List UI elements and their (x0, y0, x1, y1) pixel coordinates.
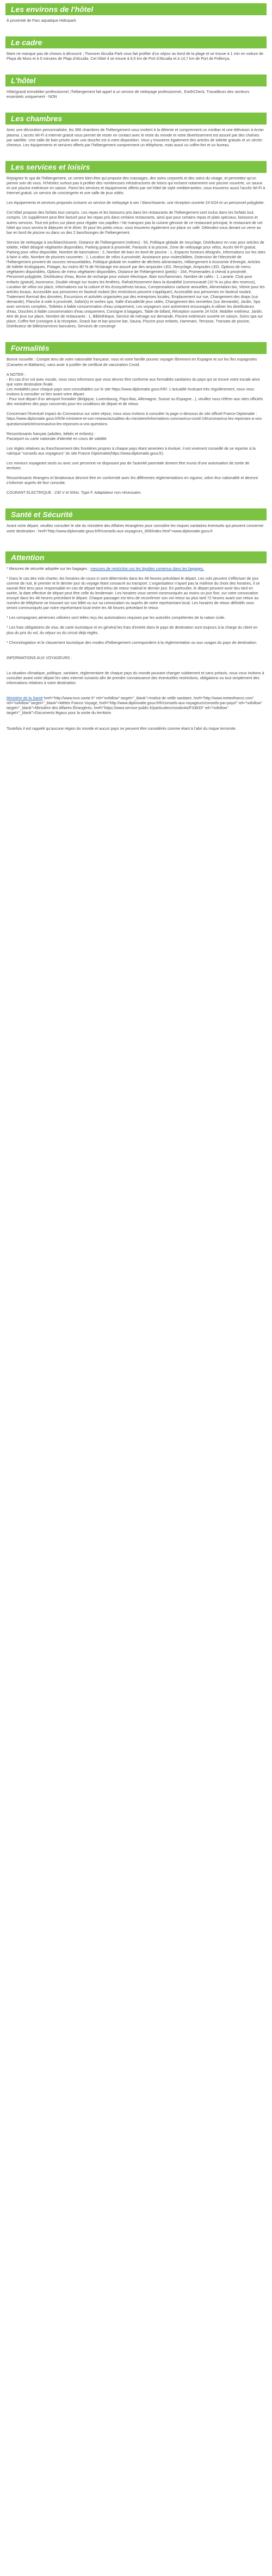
section-chambres (5, 113, 267, 147)
health-ministry-link[interactable]: Ministère de la Santé (7, 696, 43, 701)
section-title-cadre: Le cadre (5, 36, 267, 48)
section-title-formalites: Formalités (5, 342, 267, 354)
section-environs (5, 3, 267, 23)
section-attention (5, 551, 267, 731)
section-title-hotel: L'hôtel (5, 75, 267, 86)
services-dining-text: Cet hôtel propose des forfaits tout compris. Les repas et les boissons pris dans les restaurants de l'hébergement sont inclus dans les forfaits tout compris. Un supplément peut être facturé pour les repas pris dans certains restaurants, ainsi que pour certains repas et plats spéciaux, boissons et autres services. Tout est prévu sur place pour régaler vos papilles ! Ne manquez pas la cuisine génoise de ce restaurant principal, le restaurant de cet hôtel qui vous servira le déjeuner et le dîner. Et pour les petits creux, vous trouverez également sur place un café. Détendez-vous devant un verre au bar en bord de piscine ou dans un des 2 bars/lounges de l'hébergement. (7, 210, 264, 235)
attention-classification: * Chronologiation et le classement touristique des modes d'hébergement correspondent à la réglementation ou aux usages du pays de destination. (7, 640, 257, 645)
formalites-coronavirus: Concernant l'éventuel impact du Coronavirus sur votre séjour, nous vous invitons à consulter la page ci-dessous du site officiel France Diplomatie : https://www.diplomatie.gouv.fr/fr/le-ministere-et-son-reseau/actualites-du-ministere/informations-coronavirus-covid-19/coronavirus-les-reponses-a-vos-questions/article/coronavirus-les-reponses-a-vos-questions (7, 412, 263, 426)
section-title-environs: Les environs de l'hôtel (5, 3, 267, 15)
page (5, 0, 267, 731)
formalites-intro: Bonne nouvelle : Compte tenu de votre nationalité française, vous et votre famille pouvez voyager librement en Espagne et sur les îles espagnoles (Canaries et Baléares), sans avoir à justifier de certificat de vaccination Covid. (7, 357, 258, 367)
attention-terrorism-note: Toutefois il est rappelé qu'aucune région du monde et aucun pays ne peuvent être considérés comme étant à l'abri du risque terroriste. (7, 726, 237, 731)
section-hotel (5, 75, 267, 100)
formalites-french-nationals: Ressortissants français (adultes, bébés et enfants) : Passeport ou carte nationale d'identité en cours de validité. (7, 431, 108, 441)
attention-links-rest: href="http://www.invs.sante.fr" rel="nofollow" target="_blank">Institut de veille sanitaire, href="http://www.meteofrance.com" rel="nofollow" target="_blank">Météo France Voyage, href="http://www.diplomatie.gouv.fr/fr/conseils-aux-voyageurs/conseils-par-pays/" rel="nofollow" target="_blank">Ministère des Affaires Étrangères, href="https://www.service-public.fr/particuliers/vosdroits/F33833" rel="nofollow" target="_blank">Documents légaux pour la sortie du territoire. (7, 696, 263, 716)
luggage-restrictions-link[interactable]: mesures de restriction sur les liquides contenus dans les bagages. (90, 566, 205, 571)
cadre-text: Mare ne manque pas de choses à découvrir ; l'honorer Alcudia Park vous fait profiter d'un séjour au bord de la plage et se trouve à 1 min en voiture de Playa de Muro et à 5 minutes de Plaja d'Alcudia. Cet hôtel 4 se trouve à 6,5 km de Port d'Alcudia et à 14,7 km de Port de Pollença. (7, 52, 264, 61)
formalites-electricity: COURANT ELECTRIQUE : 230 V et 50Hz. Type F. Adaptateur non nécessaire. (7, 491, 142, 495)
section-title-chambres: Les chambres (5, 113, 267, 125)
formalites-border-rules: Les règles relatives au franchissement des frontières propres à chaque pays étant amenées à évoluer, il est vivement conseillé de se reporter à la rubrique "conseils aux voyageurs" du site France Diplomatie(https://www.diplomatie.gouv.fr). (7, 446, 257, 456)
section-title-attention: Attention (5, 551, 267, 563)
section-sante (5, 508, 267, 533)
attention-charter-flights: * Dans le cas des vols charter, les horaires de cours-ci sont déterminés dans les 48 heures précédant le départ. Les vols peuvent s'effectuer de jour comme de nuit, le premier et le dernier jour du voyage étant consacré au transport. L'organisateur n'ayant pas la maîtrise du choix des horaires, il se saurait être tenu pour responsable en cas de départ tard et/ou de retour matinal le dernier jour. En particulier, le départ peuvent avoir lieu tard en soirée, la date effective de départ peut être celle du lendemain. Les horaires vous seront communiqués au moins un jour fixe, sur votre convocation envoyé dans les 48 heures précédant le départ. Chaque passager est tenu de reconfirmer son vol retour au plus tard 72 heures avant son retour au numéro de téléphone se trouvant sur son billet ou sur sa convocation ou auprès de notre représentant local. Les horaires de retour définitifs vous seront communiqués par notre représentant local entre les 48 heures précédant le retour. (7, 576, 261, 611)
services-spa-text: Rejoignez le spa de l'hébergement, un centre bien-être qui propose des massages, des soins corporels et des soins du visage, et permettez qu'un pienne soin de vous. N'hésitez surtout pas à profiter des nombreuses infrastructures de loisirs qui incluent notamment une piscine couverte, un sauna et une piscine extérieure en saison. Parmi les services et équipements offerts par cet hôtel de style méditerranéen, vous trouverez aussi l'accès Wi-Fi à Internet gratuit, un service de conciergerie et une salle de jeux vidéo. (7, 176, 267, 196)
sante-text: Avant votre départ, veuillez consulter le site du ministère des Affaires étrangères pour connaître les risques sanitaires éventuels qui peuvent concerner votre destination : href="http://www.diplomatie.gouv.fr/fr/conseils-aux-voyageurs_909/index.html">www.diplomatie.gouv.fr (7, 524, 265, 533)
chambres-text: Avec une décoration personnalisée, les 366 chambres de l'hébergement vous invitent à la détente et comprennent un minibar et une télévision à écran plasma. L'accès Wi-Fi à Internet gratuit vous permet de rester en contact avec le reste du monde et votre divertissement est assuré par des chaînes par satellite. Une salle de bain privée avec une douche est à votre disposition. Vous y trouverez également des articles de toilette gratuits et un sèche-cheveux. Les équipements et services offerts par l'hébergement comprennent un téléphone, mais aussi un coffre-fort et un bureau. (7, 128, 265, 147)
attention-luggage (7, 567, 265, 572)
hotel-text: Hôte(grand immobilier professionnel, l'hébergement fait appel à un service de nettoyage professionnel., EarthCheck, Travailleurs des secteurs essentiels uniquement - NON (7, 90, 251, 100)
formalites-note: A NOTER : - En cas d'un vol avec escale, nous vous informons que vous devrez être conforme aux formalités sanitaires du pays qui se trouve votre escale ainsi que votre destination finale. Les modalités pour chaque pays sont consultables sur le site https://www.diplomatie.gouv.fr/fr/. L'actualité évoluant très régulièrement, nous vous invitons à consulter ce lien avant votre départ. - Pour tout départ d'un aéroport frontalier (Belgique, Luxembourg, Pays-Bas, Allemagne, Suisse ou Espagne...), veuillez vous référer aux sites officiels des ministères des pays concernés pour les conditions de départ et de retour. (7, 372, 263, 407)
services-amenities-list: Service de nettoyage à sec/blanchisserie, Distance de l'hébergement (mètres) - 50, Politique globale de recyclage, Distributeur en vrac pour articles de toilette, Hôtel désigné végétarien disponibles, Parking gratuit à proximité, Parasols à la piscine, Zone de nettoyage pour vélos, Accès Wi-Fi gratuit, Parking pour vélos disponible, Nombre de bars/salons : 2, Nombre de bars en bord de piscine : 1, Espaces fumeurs désignés, Informations sur les sites à faire à vélo, Nombre de piscines couvertes : 1, Location de vélos à proximité, Assistance pour visites/billets, Ostension de l'électricité de l'hébergement provient de sources renouvelables, Politique globale en matière de déchets alimentaires, Hébergement à économie d'énergie, Articles de toilette écologiques, Potager, Au moins 80 % de l'éclairage est assuré par des ampoules LED, Recyclage, Ampoules LED, Options de menu végétarien disponibles, Options de menu végétarien disponibles, Distance de l'hébergement (pieds) - 164, Promenades à cheval à proximité, Personnel polyglotte, Distributeur d'eau, Borne de recharge pour voiture électrique, Bain turc/hammam, Nombre de cafés : 1, Lavarie, Club pour enfants (gratuit), Ascenseur, Double vitrage sur toutes les fenêtres, Rafraîchissement dans la durabilité (communauté (10 % ou plus des revenus), Location de vélos sur place, Informations sur la culture et les écosystèmes locaux, Compensations carbone annuelles, Alimentation bio, Vitrine pour les articles locaux, Accessible aux personnes en fauteuil roulant (les restrictions peuvent s'appliquer), Accessible aux personnes en fauteuil roulant, Traitement thermal des données, Excursions et activités organisées par des entreprises locales, Emplacement sur rue, Changement des draps (sur demande), Planche à voile à proximité, Safari(s) et sorties spa, Salle d'arcade/de jeux vidéo, Changement des serviettes (sur demande), Jardin, Spa avec services complets, Toilettes à faible consommation d'eau uniquement, Les voyageurs sont activement encouragés à utiliser les distributeurs d'eau, Douches à faible consommation d'eau uniquement, Consigne à bagages, Table de billard, Réception ouverte 24 h/24, Mobilier extérieur, Jardin, Aire de jeux sur place, Nombre de restaurants : 1, Bibliothèque, Service de ménage sur demande, Piscine extérieure ouverte en saison, Soins spa sur place, Coffre-fort (consigne à la réception, Snack bar et bar-piscine bar, Sauna, Piscine pour enfants, Hammam, Terrasse, Transats de piscine, Distributeur de billets/services bancaires, Services de concierge (7, 240, 267, 329)
formalites-minors: Les mineurs voyageant seuls ou avec une personne ne disposant pas de l'autorité parentale doivent être munis d'une autorisation de sortie de territoire. (7, 461, 251, 471)
environs-text: À proximité de Parc aquatique Hidropark (7, 18, 76, 23)
section-services (5, 161, 267, 330)
section-cadre (5, 36, 267, 61)
attention-airlines: * Les compagnies aériennes utilisées sont telles reçu les autorisations requises par les autorités compétentes de la nation civile. (7, 616, 226, 620)
attention-info-text: La situation climatique, politique, sanitaire, réglementaire de chaque pays du monde pouvant changer subitement et sans préavis, nous vous invitons à consulter avant votre départ les sites internet suivants afin de prendre connaissance des éventuelles restrictions, obligations ou tout simplement des informations relatives à votre destination. (7, 671, 265, 686)
section-title-sante: Santé et Sécurité (5, 508, 267, 520)
section-title-services: Les services et loisirs (5, 161, 267, 173)
section-formalites (5, 342, 267, 495)
attention-info-heading: INFORMATIONS AUX VOYAGEURS : (7, 655, 72, 660)
formalites-foreign-nationals: Ressortissants étrangers et binationaux devront être en conformité avec les différentes réglementations en vigueur, selon leur nationalité et devront s'informer auprès de leur consulat. (7, 476, 259, 486)
attention-links (7, 696, 265, 716)
services-equipment-text: Les équipements et services proposés incluent un service de nettoyage à sec / blanchisserie, une réception ouverte 24 h/24 et un personnel polyglotte. (7, 201, 265, 206)
attention-fees: * Les frais obligatoires de visa, de carte touristique et en général les frais d'entrée dans le pays de destination sont toujours à la charge du client en plus du prix du vol, du séjour ou du circuit déjà réglés. (7, 625, 259, 635)
attention-luggage-prefix: * Mesures de sécurité adoptée sur les bagages : (7, 566, 91, 571)
